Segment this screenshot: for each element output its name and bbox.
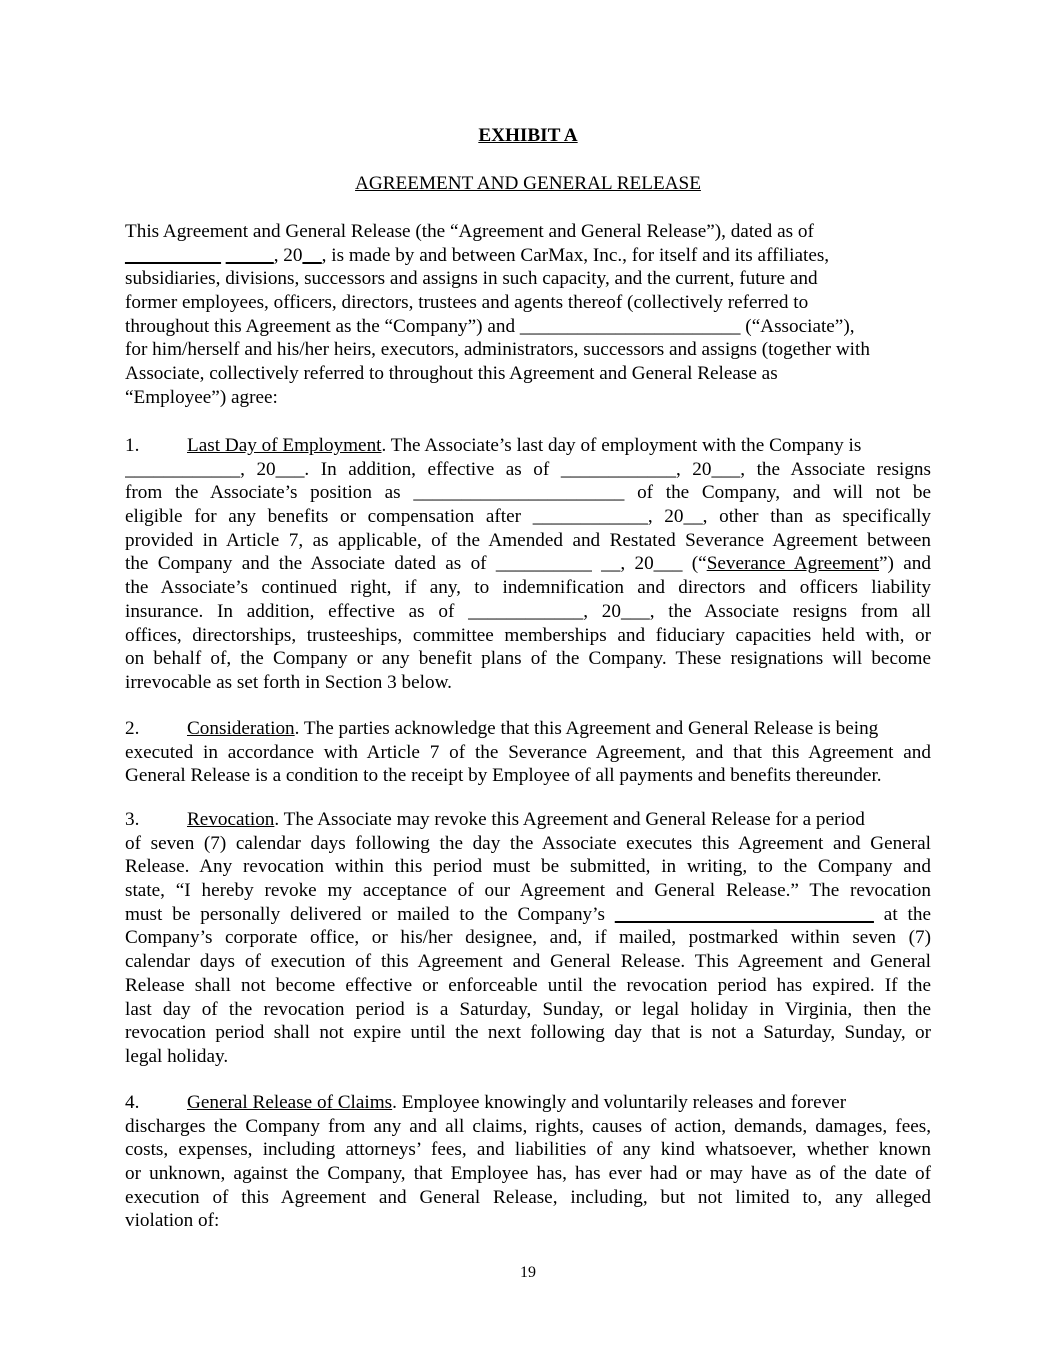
- section-text: . The Associate may revoke this Agreement and General Release for a period: [274, 809, 865, 830]
- section-line: offices, directorships, trusteeships, committee memberships and fiduciary capacities held with, or: [125, 624, 931, 646]
- section-line: Release shall not become effective or enforceable until the revocation period has expired. If the: [125, 974, 931, 996]
- section-line: execution of this Agreement and General Release, including, but not limited to, any alleged: [125, 1186, 931, 1208]
- section-number: 3.: [125, 809, 140, 830]
- intro-line: for him/herself and his/her heirs, executors, administrators, successors and assigns (together with: [125, 339, 870, 361]
- section-4-first-line: [125, 1091, 931, 1115]
- section-line: last day of the revocation period is a Saturday, Sunday, or legal holiday in Virginia, then the: [125, 998, 931, 1020]
- section-line: Company’s corporate office, or his/her designee, and, if mailed, postmarked within seven (7): [125, 927, 931, 949]
- year-prefix: , 20: [273, 244, 303, 266]
- intro-line: throughout this Agreement as the “Company”) and _______________________ (“Associate”),: [125, 315, 855, 337]
- section-line: executed in accordance with Article 7 of the Severance Agreement, and that this Agreement and: [125, 741, 931, 763]
- section-line: eligible for any benefits or compensation after ____________, 20__, other than as specifically: [125, 506, 931, 528]
- section-line: irrevocable as set forth in Section 3 below.: [125, 671, 452, 693]
- section-line: General Release is a condition to the receipt by Employee of all payments and benefits thereunder.: [125, 765, 882, 787]
- intro-paragraph: [125, 220, 931, 410]
- section-line: costs, expenses, including attorneys’ fees, and liabilities of any kind whatsoever, whether known: [125, 1139, 931, 1161]
- section-4: [125, 1091, 931, 1233]
- section-line: calendar days of execution of this Agreement and General Release. This Agreement and General: [125, 951, 931, 973]
- section-line: discharges the Company from any and all claims, rights, causes of action, demands, damages, fees,: [125, 1115, 931, 1137]
- intro-line: former employees, officers, directors, trustees and agents thereof (collectively referred to: [125, 292, 809, 314]
- section-line: [125, 903, 931, 927]
- date-blank: _____: [225, 244, 274, 266]
- section-line: [125, 552, 931, 576]
- section-line: of seven (7) calendar days following the day the Associate executes this Agreement and General: [125, 832, 931, 854]
- section-1-first-line: [125, 434, 931, 458]
- section-line: or unknown, against the Company, that Employee has, has ever had or may have as of the date of: [125, 1163, 931, 1185]
- section-line: insurance. In addition, effective as of ____________, 20___, the Associate resigns from all: [125, 600, 931, 622]
- section-line: legal holiday.: [125, 1045, 229, 1067]
- section-text: . Employee knowingly and voluntarily releases and forever: [392, 1092, 847, 1113]
- section-line: provided in Article 7, as applicable, of the Amended and Restated Severance Agreement between: [125, 529, 931, 551]
- section-number: 4.: [125, 1092, 140, 1113]
- section-number: 1.: [125, 435, 140, 456]
- exhibit-title: EXHIBIT A: [478, 125, 578, 146]
- section-text: the Company and the Associate dated as of __________ __, 20___ (“: [125, 553, 707, 575]
- section-2-first-line: [125, 717, 931, 741]
- year-blank: __: [302, 244, 322, 266]
- section-number: 2.: [125, 718, 140, 739]
- section-text: ”) and: [879, 553, 931, 575]
- section-text: must be personally delivered or mailed to the Company’s: [125, 903, 605, 925]
- intro-line: subsidiaries, divisions, successors and assigns in such capacity, and the current, future and: [125, 268, 818, 290]
- section-line: violation of:: [125, 1210, 220, 1232]
- title-blank: ___________________________: [614, 903, 874, 925]
- intro-line: Associate, collectively referred to throughout this Agreement and General Release as: [125, 363, 778, 385]
- section-text: at the: [883, 903, 931, 925]
- section-1: [125, 434, 931, 695]
- section-heading: Consideration: [187, 718, 295, 739]
- intro-line: This Agreement and General Release (the “Agreement and General Release”), dated as of: [125, 221, 814, 242]
- section-2: [125, 717, 931, 788]
- section-line: ____________, 20___. In addition, effective as of ____________, 20___, the Associate resigns: [125, 458, 931, 480]
- section-line: state, “I hereby revoke my acceptance of our Agreement and General Release.” The revocation: [125, 880, 931, 902]
- section-text: . The Associate’s last day of employment with the Company is: [381, 435, 862, 456]
- section-line: on behalf of, the Company or any benefit plans of the Company. These resignations will become: [125, 648, 931, 670]
- section-3-first-line: [125, 808, 931, 832]
- section-text: . The parties acknowledge that this Agreement and General Release is being: [294, 718, 879, 739]
- defined-term: Severance Agreement: [706, 553, 880, 575]
- section-line: revocation period shall not expire until the next following day that is not a Saturday, Sunday, or: [125, 1022, 931, 1044]
- section-heading: General Release of Claims: [187, 1092, 393, 1113]
- section-line: from the Associate’s position as ______________________ of the Company, and will not be: [125, 482, 931, 504]
- document-subtitle: AGREEMENT AND GENERAL RELEASE: [355, 173, 701, 194]
- section-line: the Associate’s continued right, if any, to indemnification and directors and officers liability: [125, 577, 931, 599]
- section-heading: Last Day of Employment: [187, 435, 382, 456]
- intro-text: , is made by and between CarMax, Inc., for itself and its affiliates,: [321, 244, 830, 266]
- date-blank: __________: [125, 244, 221, 266]
- section-heading: Revocation: [187, 809, 275, 830]
- intro-line: “Employee”) agree:: [125, 386, 278, 408]
- intro-line: [125, 244, 931, 268]
- section-3: [125, 808, 931, 1069]
- section-line: Release. Any revocation within this period must be submitted, in writing, to the Company and: [125, 856, 931, 878]
- page-number: 19: [520, 1264, 536, 1281]
